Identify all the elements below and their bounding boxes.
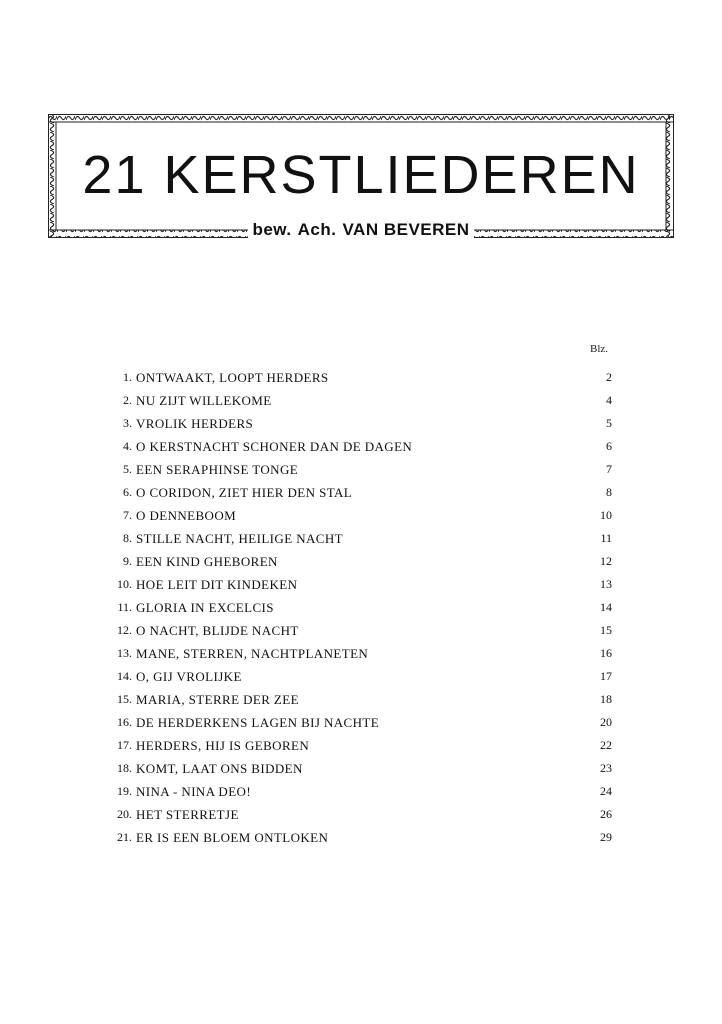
- toc-entry-page: 6: [606, 439, 612, 453]
- page-title: 21 KERSTLIEDEREN: [82, 145, 640, 205]
- toc-entry-page: 29: [600, 830, 612, 844]
- toc-entry-title: HET STERRETJE: [136, 807, 239, 822]
- toc-entry: [0, 439, 722, 462]
- toc-entry-title: EEN SERAPHINSE TONGE: [136, 462, 299, 477]
- title-frame: [48, 114, 674, 238]
- toc-entry-page: 14: [600, 600, 612, 614]
- toc-entry-page: 20: [600, 715, 612, 729]
- toc-entry: [0, 462, 722, 485]
- toc-entry-title: KOMT, LAAT ONS BIDDEN: [136, 761, 303, 776]
- toc-entry-title: O, GIJ VROLIJKE: [136, 669, 242, 684]
- toc-entry-title: NU ZIJT WILLEKOME: [136, 393, 272, 408]
- toc-entry-page: 7: [606, 462, 612, 476]
- toc-entry: [0, 508, 722, 531]
- toc-entry-number: 16.: [117, 715, 132, 729]
- toc-entry-page: 13: [600, 577, 612, 591]
- arranger-name: VAN BEVEREN: [342, 220, 470, 239]
- toc-entry-page: 11: [600, 531, 612, 545]
- toc-entry: [0, 784, 722, 807]
- toc-entry: [0, 830, 722, 853]
- toc-entry-page: 15: [600, 623, 612, 637]
- toc-entry-number: 19.: [117, 784, 132, 798]
- toc-entry-title: ONTWAAKT, LOOPT HERDERS: [136, 370, 329, 385]
- toc-entry-number: 10.: [117, 577, 132, 591]
- toc-entry-number: 7.: [123, 508, 132, 522]
- toc-entry-number: 4.: [123, 439, 132, 453]
- toc-entry-number: 18.: [117, 761, 132, 775]
- arranger-initial: Ach.: [297, 220, 337, 239]
- toc-entry: [0, 692, 722, 715]
- toc-entry-title: VROLIK HERDERS: [136, 416, 254, 431]
- toc-entry-number: 13.: [117, 646, 132, 660]
- toc-entry-title: GLORIA IN EXCELCIS: [136, 600, 274, 615]
- toc-entry-number: 1.: [123, 370, 132, 384]
- toc-entry-number: 5.: [123, 462, 132, 476]
- toc-entry-page: 5: [606, 416, 612, 430]
- toc-entry-page: 2: [606, 370, 612, 384]
- toc-entry-page: 17: [600, 669, 612, 683]
- toc-entry-page: 23: [600, 761, 612, 775]
- toc-entry-title: MANE, STERREN, NACHTPLANETEN: [136, 646, 369, 661]
- toc-entry-page: 24: [600, 784, 612, 798]
- toc-entry: [0, 669, 722, 692]
- toc-entry-number: 12.: [117, 623, 132, 637]
- toc-entry-title: EEN KIND GHEBOREN: [136, 554, 278, 569]
- toc-entry: [0, 577, 722, 600]
- toc-entry-title: ER IS EEN BLOEM ONTLOKEN: [136, 830, 329, 845]
- toc-entry-title: MARIA, STERRE DER ZEE: [136, 692, 299, 707]
- toc-entry-page: 4: [606, 393, 612, 407]
- toc-entry: [0, 715, 722, 738]
- toc-entry-number: 14.: [117, 669, 132, 683]
- toc-entry: [0, 807, 722, 830]
- toc-entry: [0, 623, 722, 646]
- toc-entry-title: O KERSTNACHT SCHONER DAN DE DAGEN: [136, 439, 413, 454]
- toc-entry-number: 11.: [117, 600, 132, 614]
- toc-entry-title: HOE LEIT DIT KINDEKEN: [136, 577, 298, 592]
- toc-entry-number: 6.: [123, 485, 132, 499]
- toc-entry-title: O CORIDON, ZIET HIER DEN STAL: [136, 485, 353, 500]
- toc-entry-page: 26: [600, 807, 612, 821]
- toc-entry-page: 8: [606, 485, 612, 499]
- arranger-credit: [248, 220, 473, 240]
- toc-entry-number: 20.: [117, 807, 132, 821]
- toc-entry-title: HERDERS, HIJ IS GEBOREN: [136, 738, 310, 753]
- toc-entry-page: 10: [600, 508, 612, 522]
- toc-entry: [0, 370, 722, 393]
- toc-entry-number: 3.: [123, 416, 132, 430]
- toc-entry-title: O DENNEBOOM: [136, 508, 237, 523]
- toc-entry: [0, 646, 722, 669]
- toc-entry-number: 9.: [123, 554, 132, 568]
- toc-entry-number: 17.: [117, 738, 132, 752]
- toc-entry-number: 21.: [117, 830, 132, 844]
- toc-entry-title: NINA - NINA DEO!: [136, 784, 252, 799]
- toc-entry-title: STILLE NACHT, HEILIGE NACHT: [136, 531, 343, 546]
- toc-entry: [0, 600, 722, 623]
- toc-entry-number: 8.: [123, 531, 132, 545]
- toc-entry-page: 18: [600, 692, 612, 706]
- toc-entry-page: 16: [600, 646, 612, 660]
- toc-entry-title: DE HERDERKENS LAGEN BIJ NACHTE: [136, 715, 380, 730]
- toc-entry-page: 12: [600, 554, 612, 568]
- toc-entry: [0, 531, 722, 554]
- toc-entry: [0, 393, 722, 416]
- toc-entry: [0, 761, 722, 784]
- toc-entry: [0, 485, 722, 508]
- toc-entry-number: 2.: [123, 393, 132, 407]
- toc-entry-number: 15.: [117, 692, 132, 706]
- toc-entry: [0, 554, 722, 577]
- toc-entry-page: 22: [600, 738, 612, 752]
- toc-entry: [0, 416, 722, 439]
- toc-entry: [0, 738, 722, 761]
- toc-entry-title: O NACHT, BLIJDE NACHT: [136, 623, 299, 638]
- arranger-prefix: bew.: [252, 220, 292, 239]
- page-column-label: Blz.: [590, 343, 609, 355]
